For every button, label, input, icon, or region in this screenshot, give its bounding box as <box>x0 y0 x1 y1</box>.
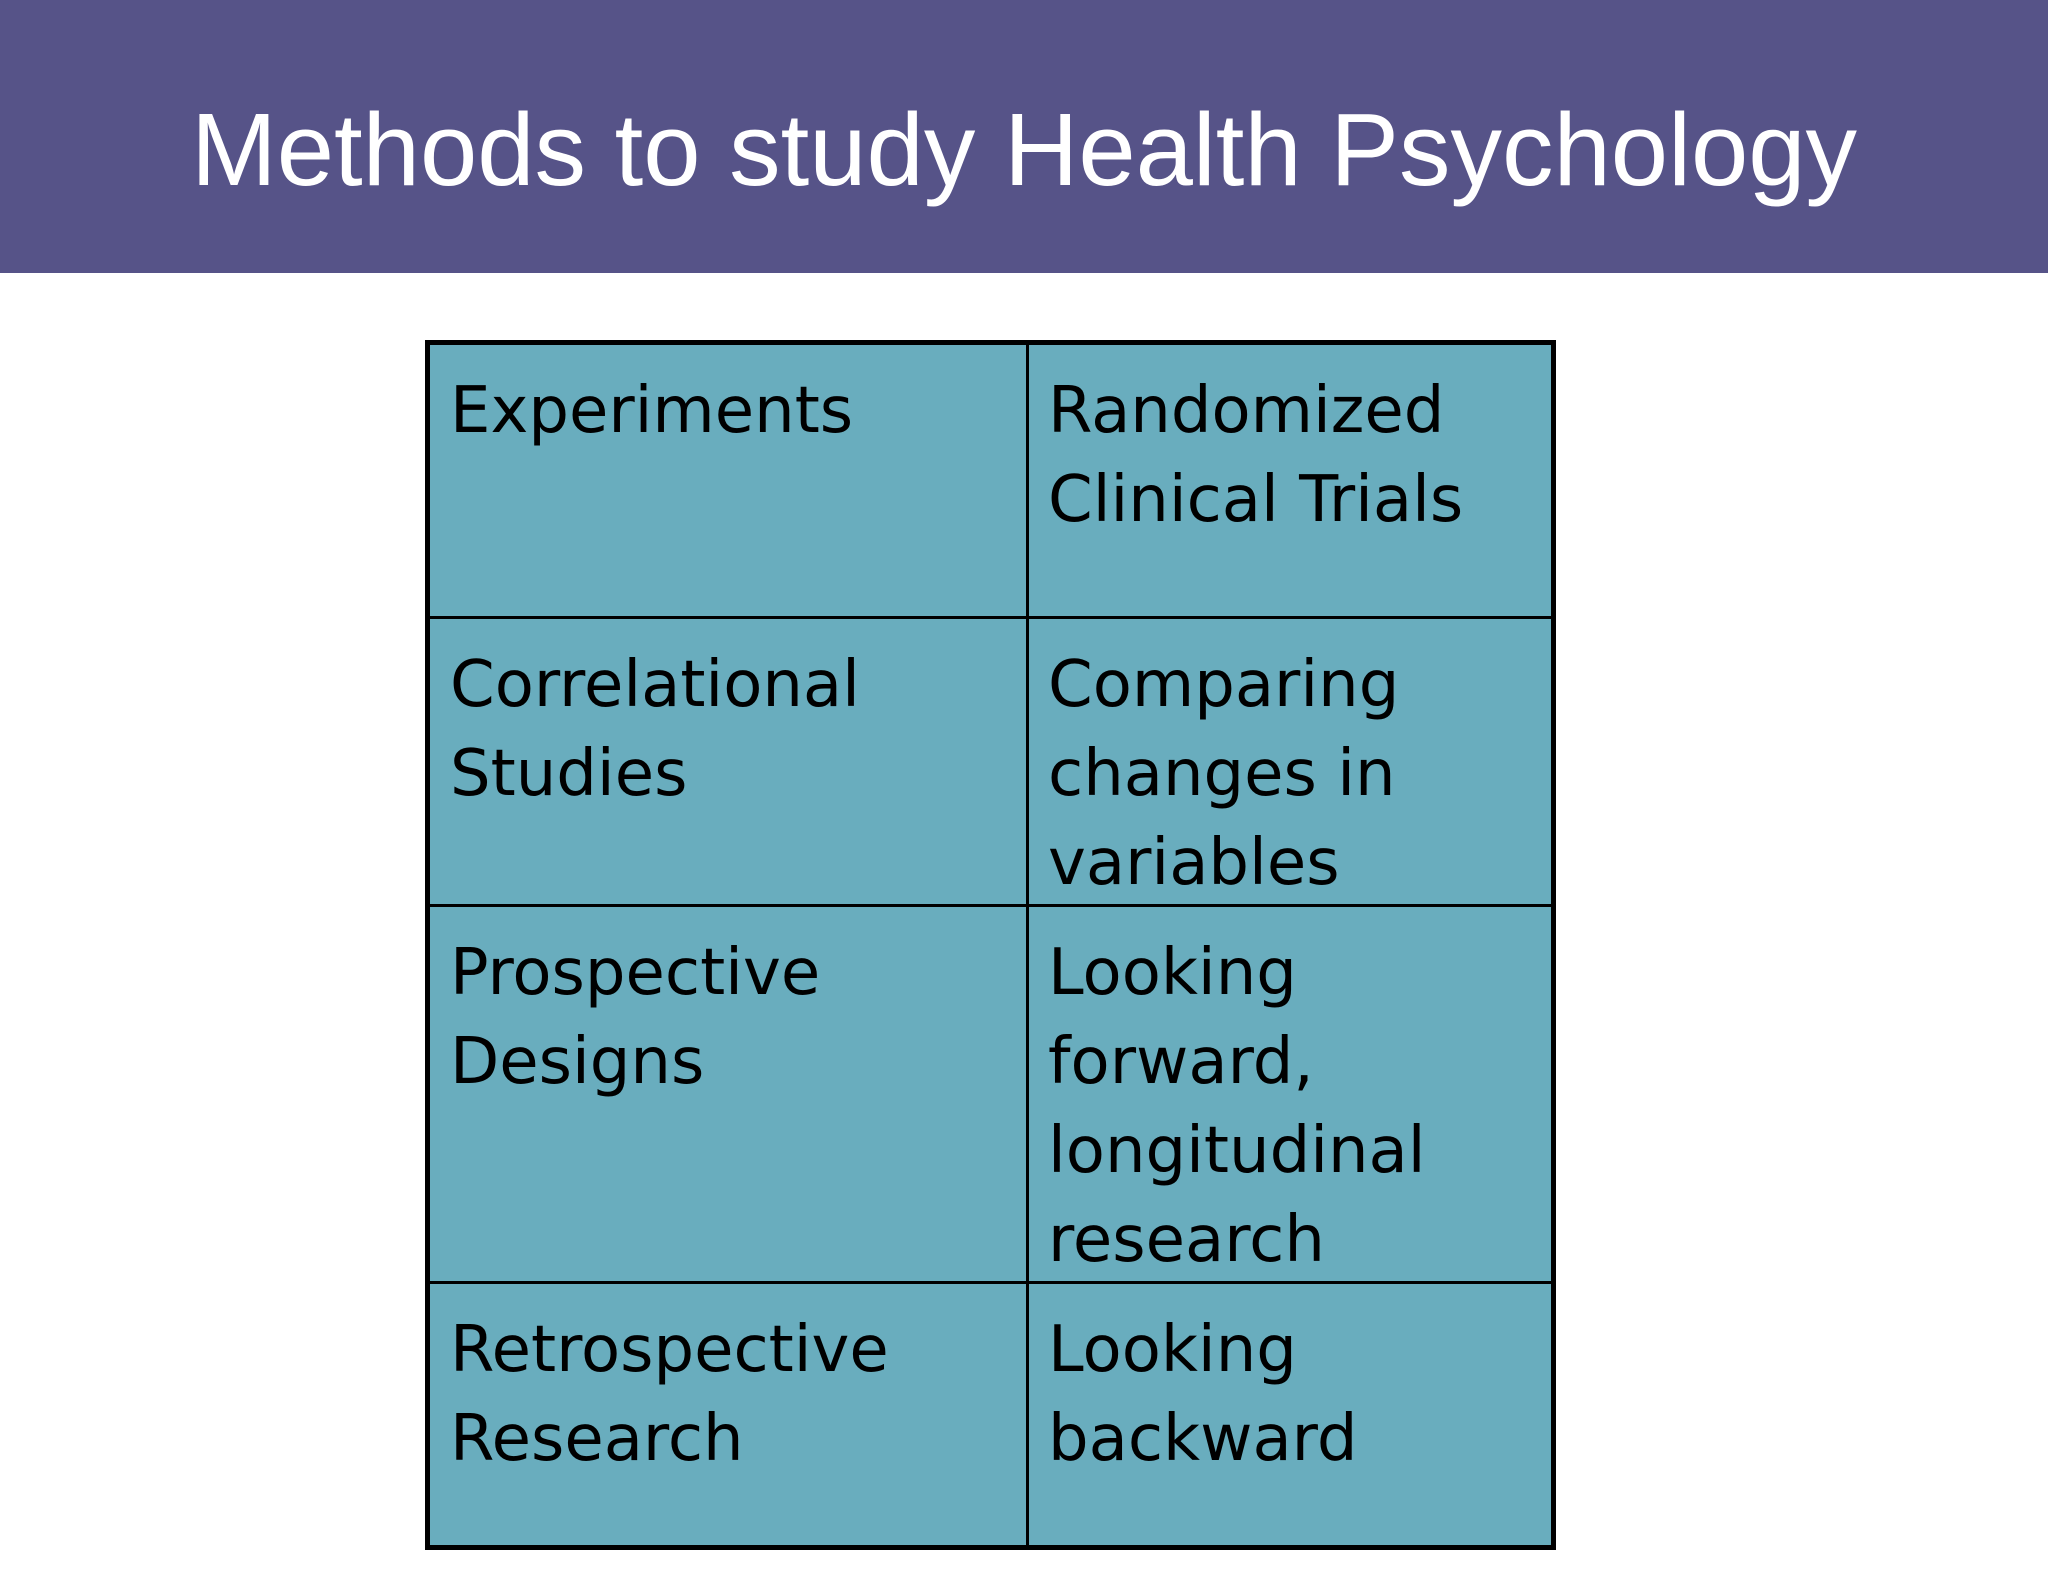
method-cell: Prospective Designs <box>450 936 821 1099</box>
slide-title: Methods to study Health Psychology <box>190 92 1858 207</box>
table-row <box>430 619 1551 907</box>
description-cell: Looking forward, longitudinal research <box>1048 936 1426 1277</box>
method-cell: Retrospective Research <box>450 1313 889 1476</box>
description-cell: Looking backward <box>1048 1313 1358 1476</box>
method-cell: Correlational Studies <box>450 648 860 811</box>
title-bar <box>0 0 2048 273</box>
table-row <box>430 1284 1551 1584</box>
description-cell: Randomized Clinical Trials <box>1048 374 1464 537</box>
table-row <box>430 907 1551 1284</box>
table-row <box>430 345 1551 619</box>
description-cell: Comparing changes in variables <box>1048 648 1400 900</box>
method-cell: Experiments <box>450 374 854 448</box>
methods-table <box>425 340 1556 1550</box>
